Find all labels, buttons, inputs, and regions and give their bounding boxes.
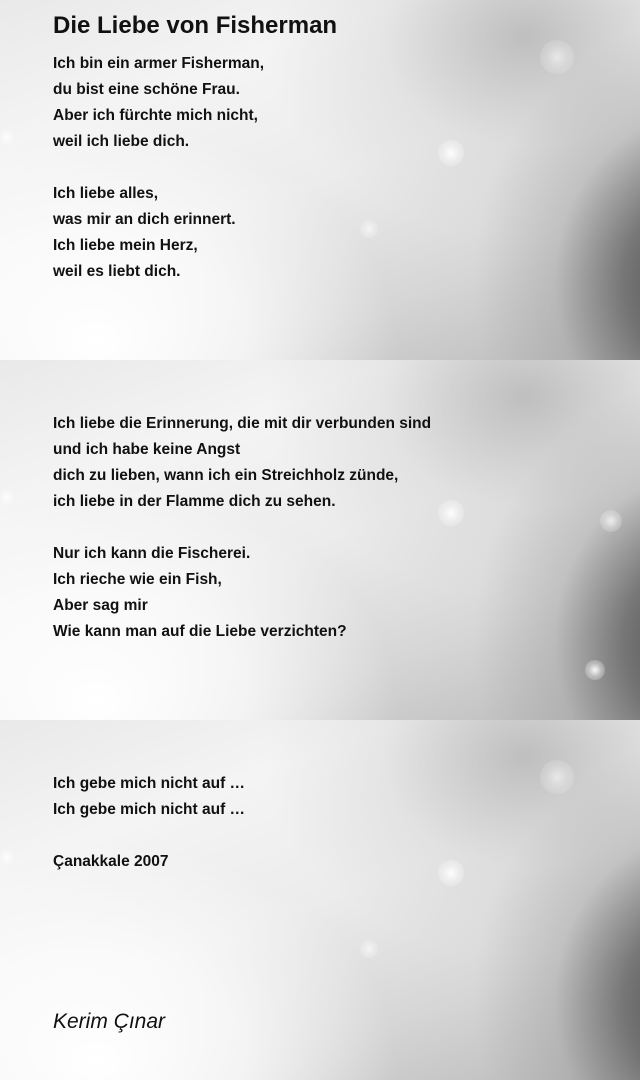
stanza (53, 849, 168, 875)
sparkle (438, 500, 464, 526)
stanza (53, 51, 264, 155)
poem-line: Ich rieche wie ein Fish, (53, 571, 222, 588)
poem-line: weil ich liebe dich. (53, 133, 190, 150)
sparkle (0, 850, 14, 864)
poem-line: weil es liebt dich. (53, 263, 181, 280)
poem-title: Die Liebe von Fisherman (53, 12, 338, 39)
poem-line: dich zu lieben, wann ich ein Streichholz zünde, (53, 467, 399, 484)
poem-line: Ich gebe mich nicht auf … (53, 801, 246, 818)
author-signature: Kerim Çınar (53, 1010, 166, 1033)
poem-line: Ich bin ein armer Fisherman, (53, 55, 265, 72)
stanza (53, 181, 236, 285)
poem-line: und ich habe keine Angst (53, 441, 241, 458)
poem-line: du bist eine schöne Frau. (53, 81, 240, 98)
sparkle (360, 940, 378, 958)
poem-panel-3 (0, 720, 640, 1080)
poem-line: Ich liebe mein Herz, (53, 237, 198, 254)
poem-line: Ich liebe alles, (53, 185, 159, 202)
stanza (53, 541, 347, 645)
poem-line: ich liebe in der Flamme dich zu sehen. (53, 493, 336, 510)
sparkle (0, 130, 14, 144)
poem-line: Aber sag mir (53, 597, 148, 614)
stanza (53, 411, 431, 515)
sparkle (438, 140, 464, 166)
poem-line: Nur ich kann die Fischerei. (53, 545, 251, 562)
sparkle (585, 660, 605, 680)
sparkle (438, 860, 464, 886)
poem-line: was mir an dich erinnert. (53, 211, 236, 228)
poem-line: Ich gebe mich nicht auf … (53, 775, 246, 792)
sparkle (0, 490, 14, 504)
poem-line: Ich liebe die Erinnerung, die mit dir verbunden sind (53, 415, 432, 432)
sparkle (540, 40, 574, 74)
sparkle (360, 220, 378, 238)
poem-panel-1 (0, 0, 640, 360)
stanza (53, 771, 245, 823)
sparkle (600, 510, 622, 532)
poem-line: Wie kann man auf die Liebe verzichten? (53, 623, 347, 640)
poem-line: Aber ich fürchte mich nicht, (53, 107, 258, 124)
sparkle (540, 760, 574, 794)
place-date: Çanakkale 2007 (53, 853, 169, 870)
poem-panel-2 (0, 360, 640, 720)
